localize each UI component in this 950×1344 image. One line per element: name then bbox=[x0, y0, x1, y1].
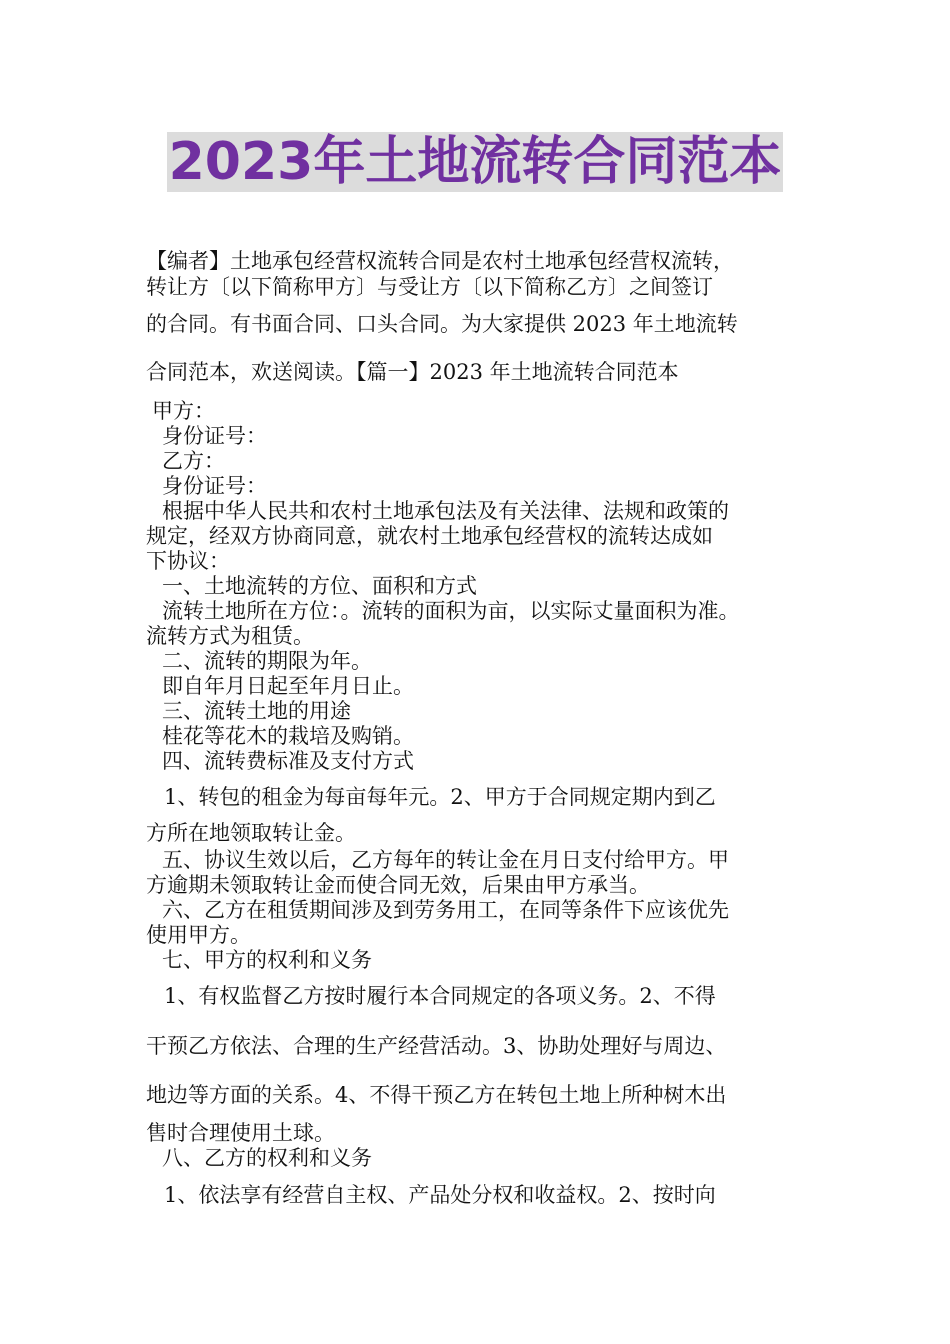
intro-line: 合同范本，欢送阅读。【篇一】2023 年土地流转合同范本 bbox=[146, 360, 679, 384]
body-line: 售时合理使用土球。 bbox=[146, 1121, 335, 1145]
section-heading: 五、协议生效以后，乙方每年的转让金在月日支付给甲方。甲 bbox=[162, 848, 729, 872]
body-line: 地边等方面的关系。4、不得干预乙方在转包土地上所种树木出 bbox=[146, 1083, 727, 1107]
document-title: 2023年土地流转合同范本 bbox=[168, 132, 782, 192]
title-container bbox=[0, 132, 950, 192]
body-line: 根据中华人民共和农村土地承包法及有关法律、法规和政策的 bbox=[162, 499, 729, 523]
party-b-label: 乙方： bbox=[162, 449, 225, 473]
body-line: 1、依法享有经营自主权、产品处分权和收益权。2、按时向 bbox=[164, 1183, 716, 1207]
body-line: 规定，经双方协商同意，就农村土地承包经营权的流转达成如 bbox=[146, 524, 713, 548]
party-a-id-label: 身份证号： bbox=[162, 424, 267, 448]
party-b-id-label: 身份证号： bbox=[162, 474, 267, 498]
body-line: 桂花等花木的栽培及购销。 bbox=[162, 724, 414, 748]
intro-line: 的合同。有书面合同、口头合同。为大家提供 2023 年土地流转 bbox=[146, 312, 738, 336]
body-line: 1、有权监督乙方按时履行本合同规定的各项义务。2、不得 bbox=[164, 984, 716, 1008]
intro-line: 转让方〔以下简称甲方〕与受让方〔以下简称乙方〕之间签订 bbox=[146, 275, 713, 299]
section-heading: 二、流转的期限为年。 bbox=[162, 649, 372, 673]
body-line: 方所在地领取转让金。 bbox=[146, 821, 356, 845]
section-heading: 四、流转费标准及支付方式 bbox=[162, 749, 414, 773]
section-heading: 六、乙方在租赁期间涉及到劳务用工，在同等条件下应该优先 bbox=[162, 898, 729, 922]
body-line: 流转方式为租赁。 bbox=[146, 624, 314, 648]
party-a-label: 甲方： bbox=[152, 399, 215, 423]
body-line: 1、转包的租金为每亩每年元。2、甲方于合同规定期内到乙 bbox=[164, 785, 716, 809]
body-line: 使用甲方。 bbox=[146, 923, 251, 947]
body-line: 干预乙方依法、合理的生产经营活动。3、协助处理好与周边、 bbox=[146, 1034, 727, 1058]
body-line: 方逾期未领取转让金而使合同无效，后果由甲方承当。 bbox=[146, 873, 650, 897]
body-line: 即自年月日起至年月日止。 bbox=[162, 674, 414, 698]
body-line: 下协议： bbox=[146, 549, 230, 573]
section-heading: 三、流转土地的用途 bbox=[162, 699, 351, 723]
section-heading: 七、甲方的权利和义务 bbox=[162, 948, 372, 972]
intro-line: 【编者】土地承包经营权流转合同是农村土地承包经营权流转， bbox=[146, 249, 734, 273]
body-line: 流转土地所在方位：。流转的面积为亩，以实际丈量面积为准。 bbox=[162, 599, 740, 623]
section-heading: 一、土地流转的方位、面积和方式 bbox=[162, 574, 477, 598]
section-heading: 八、乙方的权利和义务 bbox=[162, 1146, 372, 1170]
